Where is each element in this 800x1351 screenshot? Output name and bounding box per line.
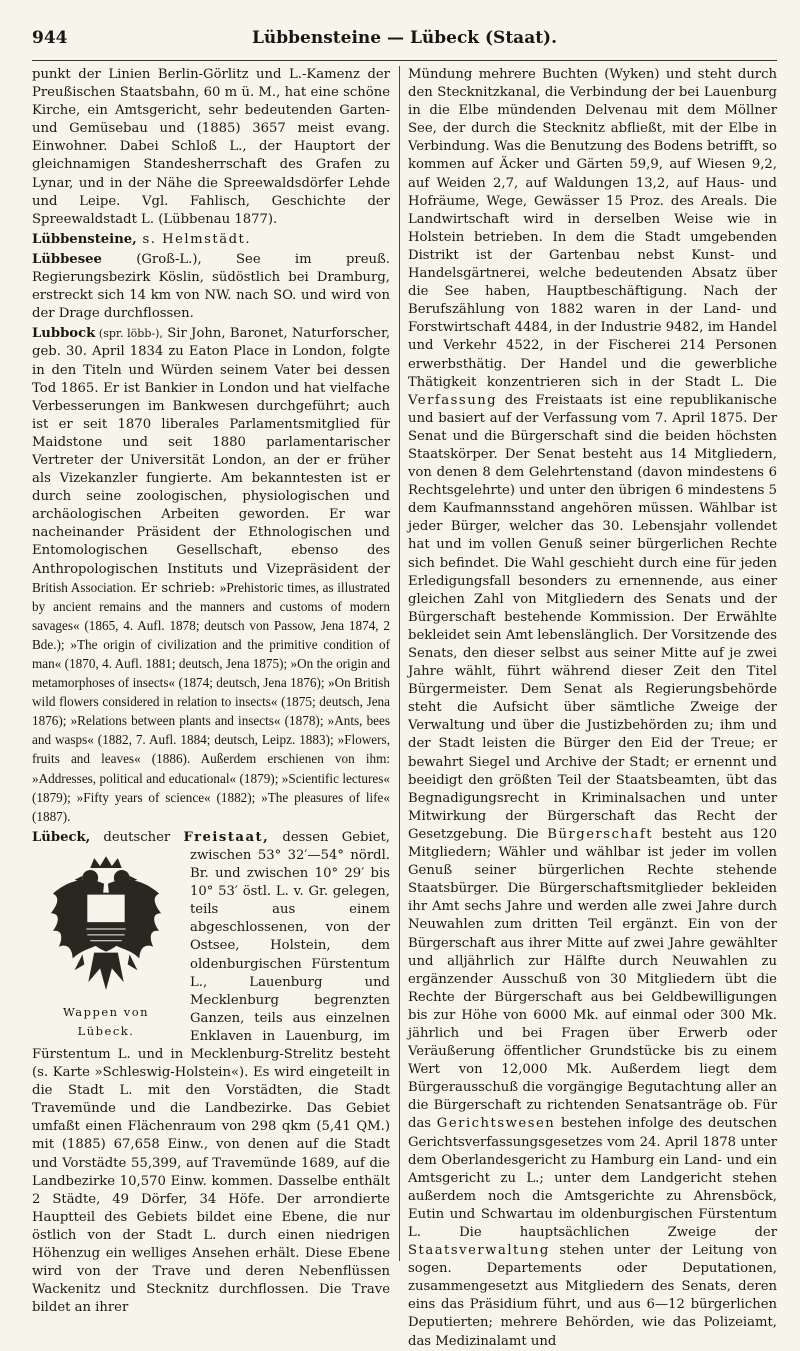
entry-text: dessen Gebiet, zwischen 53° 32′—54° nördl. Br. und zwischen 10° 29′ bis 10° 53′ östl. L. v. Gr. gelegen, teils aus einem abgeschlossenen, von der Ostsee, Holstein, dem oldenburgischen Fürstentum L., Lauenburg und Mecklenburg begrenzten Ganzen, teils aus einzelnen Enklaven in Lauenburg, im Fürstentum L. und in Mecklenburg-Strelitz besteht (s. Karte »Schleswig-Holstein«). Es wird eingeteilt in die Stadt L. mit den Vorstädten, die Stadt Travemünde und die Landbezirke. Das Gebiet umfaßt einen Flächenraum von 298 qkm (5,41 QM.) mit (1885) 67,658 Einw., von denen auf die Stadt und Vorstädte 55,399, auf Travemünde 1689, auf die Landbezirke 10,570 Einw. kommen. Dasselbe enthält 2 Städte, 49 Dörfer, 34 Höfe. Der arrondierte Hauptteil des Gebiets bildet eine Ebene, die nur östlich von der Stadt L. durch einen niedrigen Höhenzug ein welliges Ansehen erhält. Diese Ebene wird von der Trave und deren Nebenflüssen Wackenitz und Stecknitz durchflossen. Die Trave bildet an ihrer <box>32 829 390 1316</box>
headword: Lübeck, <box>32 829 91 845</box>
works-list: »Prehistoric times, as illustrated by ancient remains and the manners and customs of modern savages« (1865, 4. Aufl. 1878; deutsch von Passow, Jena 1874, 2 Bde.); »The origin of civilization and the primitive condition of man« (1870, 4. Aufl. 1881; deutsch, Jena 1875); »On the origin and metamorphoses of insects« (1874; deutsch, Jena 1876); »On British wild flowers considered in relation to insects« (1875; deutsch, Jena 1876); »Relations between plants and insects« (1878); »Ants, bees and wasps« (1882, 7. Aufl. 1884; deutsch, Leipz. 1883); »Flowers, fruits and leaves« (1886). Außerdem erschienen von ihm: »Addresses, political and educational« (1879); »Scientific lectures« (1879); »Fifty years of science« (1882); »The pleasures of life« (1887). <box>32 579 390 824</box>
page-header <box>32 28 777 54</box>
coat-of-arms-figure <box>32 853 180 1041</box>
entry-text: stehen unter der Leitung von sogen. Departements oder Deputationen, zusammengesetzt aus Mitgliedern des Senats, deren eins das Präsidium führt, und aus 6—12 bürgerlichen Deputierten; mehrere Behörden, wie das Polizeiamt, das Medizinalamt und <box>408 1243 777 1349</box>
entry-text: Mündung mehrere Buchten (Wyken) und steht durch den Stecknitzkanal, die Verbindung der bei Lauenburg in die Elbe mündenden Delvenau mit dem Möllner See, der durch die Stecknitz abfließt, mit der Elbe in Verbindung. Was die Benutzung des Bodens betrifft, so kommen auf Äcker und Gärten 59,9, auf Wiesen 9,2, auf Weiden 2,7, auf Waldungen 13,2, auf Haus- und Hofräume, Wege, Gewässer 15 Proz. des Areals. Die Landwirtschaft wird in derselben Weise wie in Holstein betrieben. In dem die Stadt umgebenden Distrikt ist der Gartenbau nebst Kunst- und Handelsgärtnerei, welche bedeutenden Absatz über die See haben, Hauptbeschäftigung. Nach der Berufszählung von 1882 waren in der Land- und Forstwirtschaft 4484, in der Industrie 9482, im Handel und Verkehr 4522, in der Fischerei 214 Personen erwerbsthätig. Der Handel und die gewerbliche Thätigkeit konzentrieren sich in der Stadt L. Die <box>408 67 777 390</box>
right-column <box>408 66 778 1349</box>
spaced-term: Gerichtswesen <box>436 1116 556 1132</box>
headword: Lübbensteine, <box>32 231 137 247</box>
running-head: Lübbensteine — Lübeck (Staat). <box>251 28 558 48</box>
entry-luebeck <box>32 829 390 1318</box>
continued-paragraph: punkt der Linien Berlin-Görlitz und L.-Kamenz der Preußischen Staatsbahn, 60 m ü. M., hat eine schöne Kirche, ein Amtsgericht, sehr bedeutenden Garten- und Gemüsebau und (1885) 3657 meist evang. Einwohner. Dabei Schloß L., der Hauptort der gleichnamigen Standesherrschaft des Grafen zu Lynar, und in der Nähe die Spreewaldsdörfer Lehde und Leipe. Vgl. Fahlisch, Geschichte der Spreewaldstadt L. (Lübbenau 1877). <box>32 67 390 227</box>
entry-text: Er schrieb: <box>136 580 220 596</box>
entry-luebbesee <box>32 251 390 323</box>
spaced-term: Staatsverwaltung <box>408 1243 550 1259</box>
spaced-term: Verfassung <box>408 392 498 408</box>
spaced-term: Freistaat, <box>183 829 270 845</box>
left-column <box>32 66 391 1316</box>
headword: Lübbesee <box>32 251 102 267</box>
entry-text: Sir John, Baronet, Naturforscher, geb. 30. April 1834 zu Eaton Place in London, folgte in den Titeln und Würden seinem Vater bei dessen Tod 1865. Er ist Bankier in London und hat vielfache Verbesserungen im Bankwesen durchgeführt; auch ist er seit 1870 liberales Parlamentsmitglied für Maidstone und seit 1880 parlamentarischer Vertreter der Universität London, an der er früher als Vizekanzler fungierte. Am bekanntesten ist er durch seine zoologischen, physiologischen und archäologischen Arbeiten geworden. Er war nacheinander Präsident der Ethnologischen und Entomologischen Gesellschaft, ebenso des Anthropologischen Instituts und Vizepräsident der <box>32 326 391 577</box>
entry-text: besteht aus 120 Mitgliedern; Wähler und wählbar ist jeder im vollen Genuß seiner bürgerlichen Rechte stehende Staatsbürger. Die Bürgerschaftsmitglieder bekleiden ihr Amt sechs Jahre und werden alle zwei Jahre durch Neuwahlen zum dritten Teil ergänzt. Ein von der Bürgerschaft aus ihrer Mitte auf zwei Jahre gewählter und alljährlich zur Hälfte durch Neuwahlen zu ergänzender Ausschuß von 30 Mitgliedern übt die Rechte der Bürgerschaft aus bei Geldbewilligungen bis zur Höhe von 6000 Mk. auf einmal oder 300 Mk. jährlich und bei Fragen über Erwerb oder Veräußerung öffentlicher Grundstücke bis zu einem Wert von 12,000 Mk. Außerdem liegt dem Bürgerausschuß die vorgängige Begutachtung aller an die Bürgerschaft zu richtenden Senatsanträge ob. Für das <box>408 826 777 1132</box>
column-divider <box>399 66 400 1261</box>
english-term: British Association. <box>32 579 137 595</box>
entry-lubbock <box>32 325 390 827</box>
spaced-term: Bürgerschaft <box>547 826 653 842</box>
entry-text: s. Helmstädt. <box>136 231 252 247</box>
pronunciation: (spr. löbb-), <box>95 327 163 341</box>
arms-caption: Wappen von Lübeck. <box>62 1004 150 1039</box>
page-number: 944 <box>32 28 68 48</box>
entry-luebbensteine <box>32 231 390 249</box>
entry-text: des Freistaats ist eine republikanische und basiert auf der Verfassung vom 7. April 1875. Der Senat und die Bürgerschaft sind die beiden höchsten Staatskörper. Der Senat besteht aus 14 Mitgliedern, von denen 8 dem Gelehrtenstand (davon mindestens 6 Rechtsgelehrte) und unter den übrigen 6 mindestens 5 dem Kaufmannsstand angehören müssen. Wählbar ist jeder Bürger, welcher das 30. Lebensjahr vollendet hat und im vollen Genuß seiner bürgerlichen Rechte sich befindet. Die Wahl geschieht durch eine für jeden Erledigungsfall besonders zu ernennende, aus einer gleichen Zahl von Mitgliedern des Senats und der Bürgerschaft bestehende Kommission. Der Erwählte bekleidet sein Amt lebenslänglich. Der Vorsitzende des Senats, den dieser selbst aus seiner Mitte auf je zwei Jahre wählt, führt während dieser Zeit den Titel Bürgermeister. Dem Senat als Regierungsbehörde steht die Aufsicht über sämtliche Zweige der Verwaltung und über die Justizbehörden zu; ihm und der Stadt leisten die Bürger den Eid der Treue; er bewahrt Siegel und Archive der Stadt; er ernennt und beeidigt den größten Teil der Staatsbeamten, übt das Begnadigungsrecht in Kriminalsachen und unter Mitwirkung der Bürgerschaft das Recht der Gesetzgebung. Die <box>408 392 777 842</box>
coat-of-arms-image <box>47 853 165 1003</box>
entry-text: bestehen infolge des deutschen Gerichtsverfassungsgesetzes vom 24. April 1878 unter dem Oberlandesgericht zu Hamburg ein Land- und ein Amtsgericht zu L.; unter dem Landgericht stehen außerdem noch die Amtsgerichte zu Ahrensböck, Eutin und Schwartau im oldenburgischen Fürstentum L. Die hauptsächlichen Zweige der <box>408 1116 778 1240</box>
continued-paragraph <box>408 66 777 1351</box>
entry-text: deutscher <box>90 829 184 845</box>
headword: Lubbock <box>32 326 96 342</box>
entry-text: (Groß-L.), See im preuß. Regierungsbezirk Köslin, südöstlich bei Dramburg, erstreckt sich 14 km von NW. nach SO. und wird von der Drage durchflossen. <box>32 251 390 322</box>
header-rule <box>32 60 777 61</box>
